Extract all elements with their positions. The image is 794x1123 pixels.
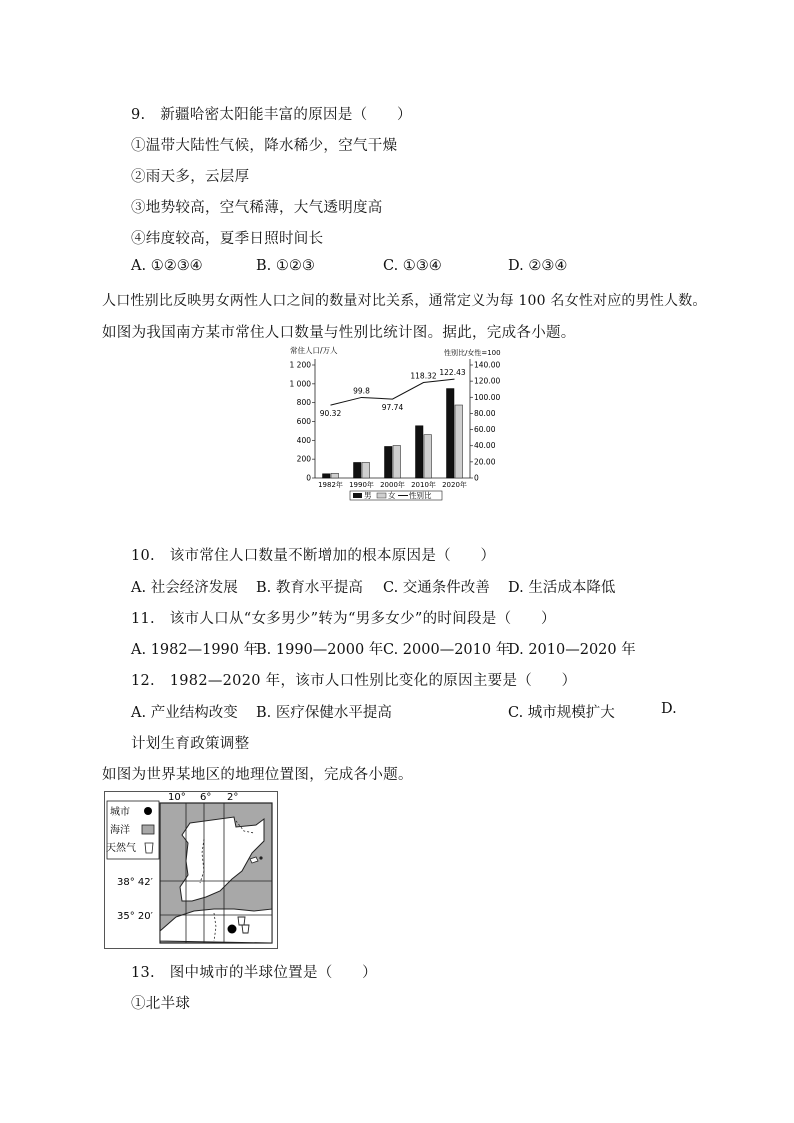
y-left-tick-label: 400 [296, 435, 311, 445]
sex-ratio-data-label: 99.8 [353, 386, 370, 396]
q9-option-c: C. ①③④ [383, 258, 442, 274]
y-right-tick-label: 0 [474, 473, 479, 483]
y-left-tick-label: 800 [296, 398, 311, 408]
y-left-tick-label: 1 000 [289, 379, 311, 389]
q12-stem: 12. 1982—2020 年，该市人口性别比变化的原因主要是（ ） [131, 673, 577, 689]
intro-paragraph-line-1: 人口性别比反映男女两性人口之间的数量对比关系，通常定义为每 100 名女性对应的男性人数。 [102, 293, 707, 309]
q13-item-1: ①北半球 [131, 996, 191, 1012]
q13-stem: 13. 图中城市的半球位置是（ ） [131, 965, 377, 981]
y-right-tick-label: 20.00 [474, 457, 496, 467]
y-right-tick-label: 60.00 [474, 425, 496, 435]
sex-ratio-data-label: 90.32 [319, 409, 342, 419]
bar-male [323, 474, 331, 478]
x-tick-label: 2000年 [380, 481, 405, 489]
y-left-tick-label: 200 [296, 454, 311, 464]
gas-icon [238, 917, 245, 925]
bar-female [455, 405, 463, 478]
intro-paragraph-line-2: 如图为我国南方某市常住人口数量与性别比统计图。据此，完成各小题。 [102, 325, 576, 341]
map-svg [104, 791, 278, 949]
location-map [104, 791, 278, 949]
gas-icon [242, 925, 249, 933]
legend-gas-icon [145, 843, 153, 853]
y-axis-left-title: 常住人口/万人 [290, 346, 338, 355]
lon-label-2: 2° [227, 792, 239, 803]
q9-stem: 9. 新疆哈密太阳能丰富的原因是（ ） [131, 107, 412, 123]
city-marker [228, 925, 237, 934]
q9-item-1: ①温带大陆性气候，降水稀少，空气干燥 [131, 138, 398, 154]
bar-female [331, 473, 339, 478]
q9-item-3: ③地势较高，空气稀薄，大气透明度高 [131, 200, 383, 216]
legend-female-label: 女 [388, 491, 396, 500]
q11-stem: 11. 该市人口从“女多男少”转为“男多女少”的时间段是（ ） [131, 611, 556, 627]
q9-item-2: ②雨天多，云层厚 [131, 169, 250, 185]
q9-option-d: D. ②③④ [508, 258, 568, 274]
x-tick-label: 1982年 [318, 481, 343, 489]
q10-option-b: B. 教育水平提高 [256, 580, 363, 596]
bar-female [424, 435, 432, 478]
y-left-tick-label: 1 200 [289, 360, 311, 370]
q9-option-b: B. ①②③ [256, 258, 315, 274]
q10-option-d: D. 生活成本降低 [508, 580, 616, 596]
q12-option-d: D. [661, 701, 677, 717]
legend-gas-label: 天然气 [106, 843, 136, 854]
x-tick-label: 2010年 [411, 481, 436, 489]
legend-male-swatch [353, 493, 362, 498]
q11-option-c: C. 2000—2010 年 [383, 642, 511, 658]
bar-female [362, 462, 370, 478]
q10-option-a: A. 社会经济发展 [131, 580, 238, 596]
sex-ratio-data-label: 97.74 [381, 403, 404, 413]
bar-male [385, 446, 393, 478]
island-city-dot [259, 856, 262, 859]
x-tick-label: 1990年 [349, 481, 374, 489]
lat-label-38: 38° 42′ [117, 877, 153, 888]
q12-option-d-continued: 计划生育政策调整 [131, 736, 250, 752]
lon-label-10: 10° [168, 792, 186, 803]
q11-option-a: A. 1982—1990 年 [131, 642, 259, 658]
sex-ratio-line [331, 379, 455, 405]
q9-option-a: A. ①②③④ [131, 258, 203, 274]
q10-option-c: C. 交通条件改善 [383, 580, 490, 596]
q10-stem: 10. 该市常住人口数量不断增加的根本原因是（ ） [131, 548, 496, 564]
legend-sea-icon [142, 825, 154, 834]
sex-ratio-data-label: 122.43 [439, 368, 466, 378]
legend-ratio-label: 性别比 [409, 491, 432, 500]
y-left-tick-label: 0 [306, 473, 311, 483]
lon-label-6: 6° [200, 792, 212, 803]
bar-male [354, 462, 362, 478]
bar-male [447, 389, 455, 478]
y-axis-right-title: 性别比/女性=100 [444, 349, 501, 357]
sex-ratio-data-label: 118.32 [410, 371, 437, 381]
q11-option-d: D. 2010—2020 年 [508, 642, 636, 658]
q12-option-a: A. 产业结构改变 [131, 705, 238, 721]
y-right-tick-label: 120.00 [474, 376, 501, 386]
bar-female [393, 446, 401, 478]
q9-item-4: ④纬度较高，夏季日照时间长 [131, 231, 324, 247]
chart-svg [288, 343, 510, 505]
y-right-tick-label: 40.00 [474, 441, 496, 451]
population-sex-ratio-chart [288, 343, 510, 505]
q12-option-c: C. 城市规模扩大 [508, 705, 615, 721]
legend-city-icon [144, 807, 152, 815]
q12-option-b: B. 医疗保健水平提高 [256, 705, 392, 721]
y-right-tick-label: 140.00 [474, 360, 501, 370]
x-tick-label: 2020年 [442, 481, 467, 489]
legend-female-swatch [377, 493, 386, 498]
lat-label-35: 35° 20′ [117, 911, 153, 922]
y-left-tick-label: 600 [296, 417, 311, 426]
legend-city-label: 城市 [110, 807, 130, 818]
bar-male [416, 426, 424, 478]
legend-male-label: 男 [364, 491, 372, 500]
y-right-tick-label: 100.00 [474, 392, 501, 402]
map-intro-text: 如图为世界某地区的地理位置图，完成各小题。 [102, 767, 413, 783]
legend-sea-label: 海洋 [110, 825, 130, 836]
y-right-tick-label: 80.00 [474, 408, 496, 418]
q11-option-b: B. 1990—2000 年 [256, 642, 384, 658]
